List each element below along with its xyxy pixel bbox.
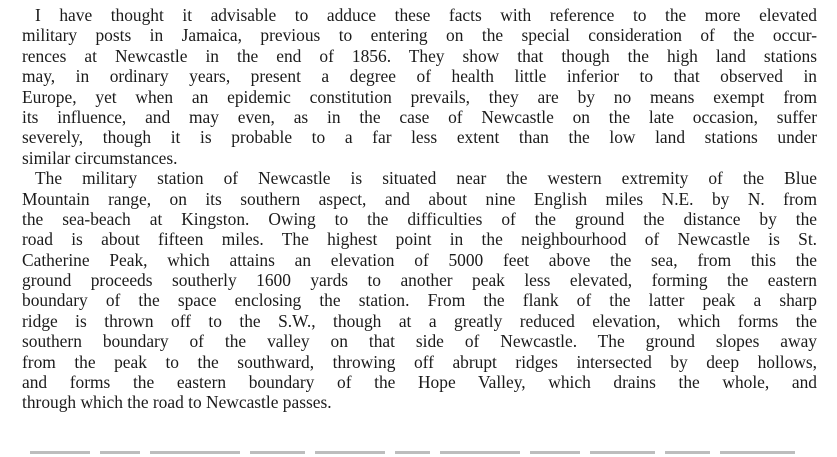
text-line: road is about fifteen miles. The highest point in the neighbourhood of Newcastle is St.	[22, 229, 817, 250]
cut-off-next-line	[30, 451, 810, 457]
text-line: military posts in Jamaica, previous to entering on the special consideration of the occur-	[22, 25, 817, 46]
text-line: from the peak to the southward, throwing off abrupt ridges intersected by deep hollows,	[22, 351, 817, 372]
text-line: similar circumstances.	[22, 147, 178, 168]
body-text	[22, 5, 817, 413]
text-line: ground proceeds southerly 1600 yards to another peak less elevated, forming the eastern	[22, 270, 817, 291]
text-line: through which the road to Newcastle passes.	[22, 392, 332, 413]
text-line: I have thought it advisable to adduce these facts with reference to the more elevated	[35, 5, 817, 25]
text-line: and forms the eastern boundary of the Hope Valley, which drains the whole, and	[22, 372, 817, 393]
text-line: the sea-beach at Kingston. Owing to the difficulties of the ground the distance by the	[22, 208, 817, 229]
text-line: may, in ordinary years, present a degree of health little inferior to that observed in	[22, 66, 817, 87]
paragraph-1	[22, 5, 817, 168]
text-line: Mountain range, on its southern aspect, and about nine English miles N.E. by N. from	[22, 188, 817, 209]
text-line: rences at Newcastle in the end of 1856. They show that though the high land stations	[22, 45, 817, 66]
text-line: ridge is thrown off to the S.W., though at a greatly reduced elevation, which forms the	[22, 310, 817, 331]
text-line: its influence, and may even, as in the case of Newcastle on the late occasion, suffer	[22, 106, 817, 127]
text-line: The military station of Newcastle is situated near the western extremity of the Blue	[35, 168, 817, 189]
text-line: Europe, yet when an epidemic constitution prevails, they are by no means exempt from	[22, 86, 817, 107]
text-line: southern boundary of the valley on that side of Newcastle. The ground slopes away	[22, 331, 817, 352]
text-line: Catherine Peak, which attains an elevation of 5000 feet above the sea, from this the	[22, 249, 817, 270]
text-line: severely, though it is probable to a far less extent than the low land stations under	[22, 127, 817, 148]
text-line: boundary of the space enclosing the station. From the flank of the latter peak a sharp	[22, 290, 817, 311]
paragraph-2	[22, 168, 817, 413]
